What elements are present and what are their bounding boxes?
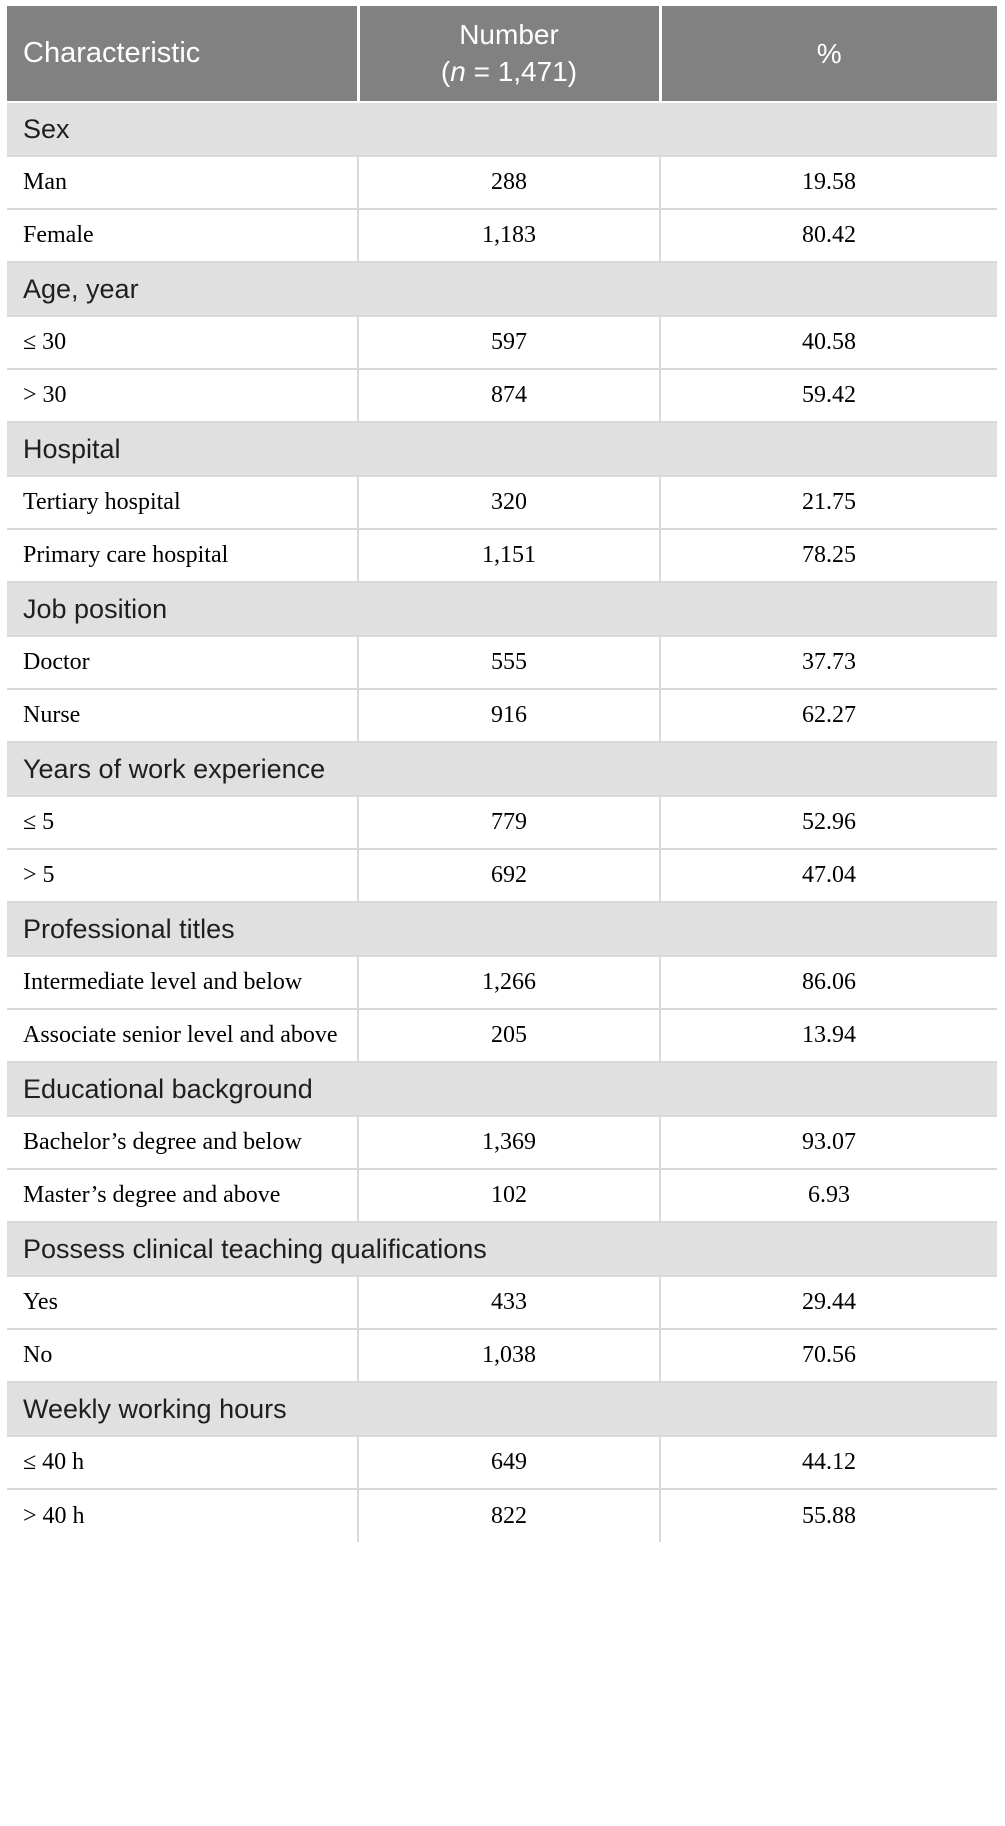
row-number: 1,151 <box>358 529 660 582</box>
column-header-number <box>358 6 660 102</box>
section-row-educational-background <box>7 1062 997 1116</box>
row-percent: 13.94 <box>660 1009 997 1062</box>
row-percent: 86.06 <box>660 956 997 1009</box>
row-percent: 93.07 <box>660 1116 997 1169</box>
row-percent: 29.44 <box>660 1276 997 1329</box>
row-percent: 62.27 <box>660 689 997 742</box>
section-title: Professional titles <box>7 902 997 956</box>
row-label: > 5 <box>7 849 358 902</box>
row-number: 102 <box>358 1169 660 1222</box>
table-row <box>7 796 997 849</box>
table-row <box>7 1009 997 1062</box>
row-number: 205 <box>358 1009 660 1062</box>
row-percent: 19.58 <box>660 156 997 209</box>
row-label: Doctor <box>7 636 358 689</box>
characteristics-table <box>7 6 997 1542</box>
section-row-hospital <box>7 422 997 476</box>
row-percent: 52.96 <box>660 796 997 849</box>
row-number: 555 <box>358 636 660 689</box>
section-row-weekly-hours <box>7 1382 997 1436</box>
row-percent: 40.58 <box>660 316 997 369</box>
row-percent: 37.73 <box>660 636 997 689</box>
row-number: 874 <box>358 369 660 422</box>
number-header-line1: Number <box>459 19 559 51</box>
table-row <box>7 1436 997 1489</box>
column-header-characteristic: Characteristic <box>7 6 358 102</box>
section-row-teaching-qualifications <box>7 1222 997 1276</box>
section-title: Job position <box>7 582 997 636</box>
row-label: Intermediate level and below <box>7 956 358 1009</box>
row-label: > 30 <box>7 369 358 422</box>
table-row <box>7 1116 997 1169</box>
number-header-line2: (n = 1,471) <box>440 55 578 87</box>
table-row <box>7 1169 997 1222</box>
row-percent: 70.56 <box>660 1329 997 1382</box>
n-symbol: n <box>450 55 466 87</box>
row-label: Master’s degree and above <box>7 1169 358 1222</box>
row-percent: 6.93 <box>660 1169 997 1222</box>
row-label: Female <box>7 209 358 262</box>
row-percent: 55.88 <box>660 1489 997 1542</box>
table-header-row <box>7 6 997 102</box>
table-row <box>7 1276 997 1329</box>
section-title: Sex <box>7 102 997 156</box>
row-label: Bachelor’s degree and below <box>7 1116 358 1169</box>
row-number: 597 <box>358 316 660 369</box>
section-row-sex <box>7 102 997 156</box>
row-number: 822 <box>358 1489 660 1542</box>
table-row <box>7 1489 997 1542</box>
row-number: 779 <box>358 796 660 849</box>
row-label: Tertiary hospital <box>7 476 358 529</box>
row-percent: 78.25 <box>660 529 997 582</box>
row-label: ≤ 5 <box>7 796 358 849</box>
section-row-age <box>7 262 997 316</box>
row-number: 916 <box>358 689 660 742</box>
table-row <box>7 476 997 529</box>
section-row-professional-titles <box>7 902 997 956</box>
row-label: Associate senior level and above <box>7 1009 358 1062</box>
table-row <box>7 849 997 902</box>
table-row <box>7 369 997 422</box>
row-label: > 40 h <box>7 1489 358 1542</box>
table-row <box>7 156 997 209</box>
row-number: 1,183 <box>358 209 660 262</box>
row-number: 1,266 <box>358 956 660 1009</box>
section-title: Age, year <box>7 262 997 316</box>
section-title: Hospital <box>7 422 997 476</box>
table-row <box>7 529 997 582</box>
section-title: Weekly working hours <box>7 1382 997 1436</box>
section-title: Possess clinical teaching qualifications <box>7 1222 997 1276</box>
row-label: Yes <box>7 1276 358 1329</box>
section-row-job-position <box>7 582 997 636</box>
row-number: 649 <box>358 1436 660 1489</box>
row-number: 288 <box>358 156 660 209</box>
row-label: Man <box>7 156 358 209</box>
row-percent: 44.12 <box>660 1436 997 1489</box>
row-percent: 80.42 <box>660 209 997 262</box>
row-number: 1,038 <box>358 1329 660 1382</box>
section-title: Educational background <box>7 1062 997 1116</box>
table-row <box>7 689 997 742</box>
row-percent: 59.42 <box>660 369 997 422</box>
table-row <box>7 956 997 1009</box>
row-percent: 21.75 <box>660 476 997 529</box>
table-row <box>7 1329 997 1382</box>
row-number: 1,369 <box>358 1116 660 1169</box>
section-row-work-experience <box>7 742 997 796</box>
row-percent: 47.04 <box>660 849 997 902</box>
row-label: ≤ 30 <box>7 316 358 369</box>
table-row <box>7 316 997 369</box>
row-number: 433 <box>358 1276 660 1329</box>
row-number: 692 <box>358 849 660 902</box>
row-label: Nurse <box>7 689 358 742</box>
row-number: 320 <box>358 476 660 529</box>
table-row <box>7 636 997 689</box>
table-row <box>7 209 997 262</box>
row-label: No <box>7 1329 358 1382</box>
row-label: ≤ 40 h <box>7 1436 358 1489</box>
section-title: Years of work experience <box>7 742 997 796</box>
column-header-percent: % <box>660 6 997 102</box>
row-label: Primary care hospital <box>7 529 358 582</box>
